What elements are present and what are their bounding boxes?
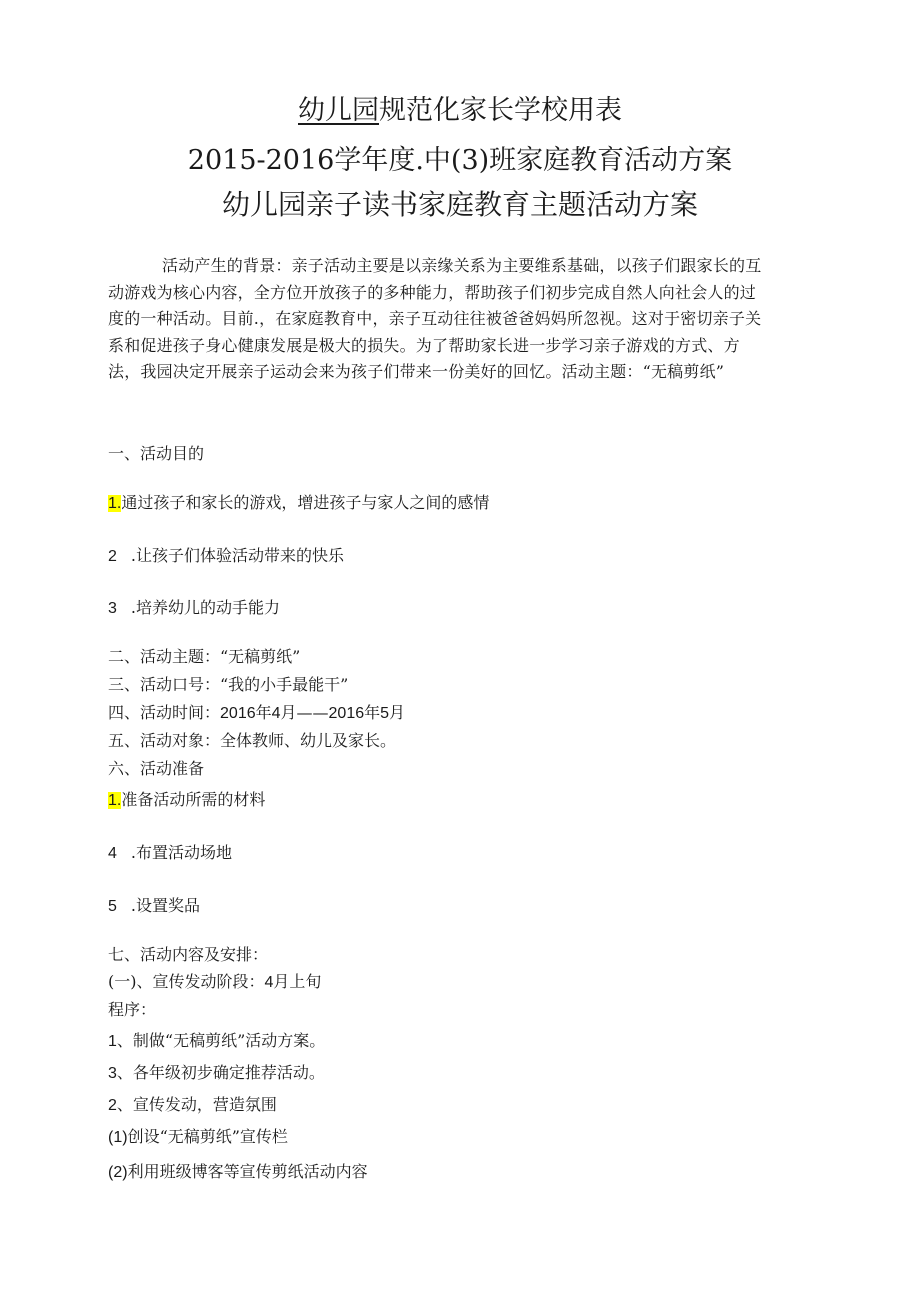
section1-heading: 一、活动目的 xyxy=(108,444,205,463)
section5-participants: 五、活动对象：全体教师、幼儿及家长。 xyxy=(108,731,397,750)
program-step-1-text: 、制做“无稿剪纸”活动方案。 xyxy=(116,1031,326,1050)
stage-publicity xyxy=(108,971,321,994)
program-substep-1-text: 创设“无稿剪纸”宣传栏 xyxy=(127,1127,288,1146)
program-step-2-text: 、各年级初步确定推荐活动。 xyxy=(116,1063,325,1082)
section2-theme: 二、活动主题：“无稿剪纸” xyxy=(108,647,301,666)
program-substep-1 xyxy=(108,1126,288,1149)
background-paragraph: 活动产生的背景：亲子活动主要是以亲缘关系为主要维系基础，以孩子们跟家长的互动游戏为核心内容，全方位开放孩子的多种能力，帮助孩子们初步完成自然人向社会人的过度的一种活动。目前.，在家庭教育中，亲子互动往往被爸爸妈妈所忽视。这对于密切亲子关系和促进孩子身心健康发展是极大的损失。为了帮助家长进一步学习亲子游戏的方式、方法，我园决定开展亲子运动会来为孩子们带来一份美好的回忆。活动主题：“无稿剪纸” xyxy=(108,256,762,381)
prep-item-1 xyxy=(108,789,265,812)
section6-heading: 六、活动准备 xyxy=(108,759,205,778)
title-kindergarten-underlined: 幼儿园 xyxy=(298,95,379,126)
prep-item-3-text: .设置奖品 xyxy=(130,896,200,915)
time-label: 四、活动时间： xyxy=(108,703,221,722)
title-school-form xyxy=(0,94,920,128)
title-academic-year-plan: 2015-2016学年度.中(3)班家庭教育活动方案 xyxy=(187,145,733,176)
program-step-2-number: 3 xyxy=(108,1065,117,1082)
section3-slogan: 三、活动口号：“我的小手最能干” xyxy=(108,675,349,694)
prep-item-1-text: 准备活动所需的材料 xyxy=(121,790,266,809)
goal-item-3 xyxy=(108,597,280,620)
time-end: 2016年5月 xyxy=(328,705,406,722)
goal-item-3-text: .培养幼儿的动手能力 xyxy=(130,598,280,617)
prep-item-2-number: 4 xyxy=(108,845,117,862)
program-substep-2-text: 利用班级博客等宣传剪纸活动内容 xyxy=(127,1162,368,1181)
program-substep-1-number: (1) xyxy=(108,1129,128,1146)
prep-item-3-number: 5 xyxy=(108,898,117,915)
title-form-name: 规范化家长学校用表 xyxy=(379,95,622,126)
program-step-3-number: 2 xyxy=(108,1097,117,1114)
program-step-1 xyxy=(108,1030,325,1053)
prep-item-3 xyxy=(108,895,200,918)
program-step-3 xyxy=(108,1094,277,1117)
goal-item-1-number: 1. xyxy=(108,495,122,512)
goal-item-1-text: 通过孩子和家长的游戏，增进孩子与家人之间的感情 xyxy=(121,493,490,512)
section7-heading: 七、活动内容及安排： xyxy=(108,945,269,964)
program-label: 程序： xyxy=(108,1000,157,1019)
prep-item-2-text: .布置活动场地 xyxy=(130,843,232,862)
stage-time: 4月上旬 xyxy=(264,974,322,991)
program-step-1-number: 1 xyxy=(108,1033,117,1050)
prep-item-2 xyxy=(108,842,232,865)
program-substep-2 xyxy=(108,1161,368,1184)
time-dash: —— xyxy=(296,703,329,722)
program-step-2 xyxy=(108,1062,325,1085)
time-start: 2016年4月 xyxy=(220,705,297,722)
section4-time xyxy=(108,702,405,725)
stage-prefix: (一)、宣传发动阶段： xyxy=(108,972,265,991)
program-step-3-text: 、宣传发动，营造氛围 xyxy=(116,1095,277,1114)
prep-item-1-number: 1. xyxy=(108,792,122,809)
goal-item-3-number: 3 xyxy=(108,600,117,617)
program-substep-2-number: (2) xyxy=(108,1164,128,1181)
title-activity-plan: 幼儿园亲子读书家庭教育主题活动方案 xyxy=(221,188,698,221)
goal-item-2 xyxy=(108,545,344,568)
goal-item-1 xyxy=(108,492,489,515)
goal-item-2-text: .让孩子们体验活动带来的快乐 xyxy=(130,546,344,565)
goal-item-2-number: 2 xyxy=(108,548,117,565)
